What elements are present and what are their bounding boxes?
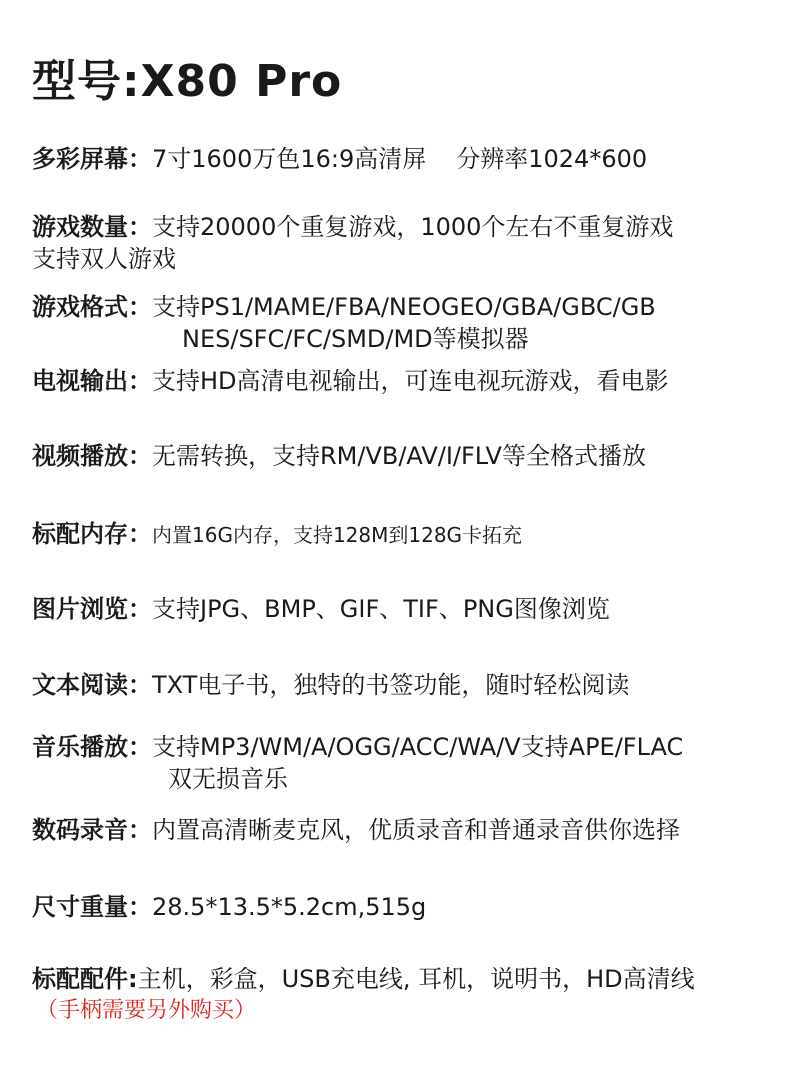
spec-images [32,593,782,625]
spec-text [32,669,782,701]
spec-label: 图片浏览： [32,595,152,623]
spec-label: 电视输出： [32,367,152,395]
spec-accessories [32,963,782,1027]
spec-games [32,211,782,275]
spec-value: 无需转换，支持RM/VB/AV/I/FLV等全格式播放 [152,442,646,470]
spec-value: 28.5*13.5*5.2cm,515g [152,893,427,921]
spec-value: TXT电子书，独特的书签功能，随时轻松阅读 [152,671,630,699]
spec-storage [32,518,782,551]
spec-label: 文本阅读： [32,671,152,699]
spec-value: 支持PS1/MAME/FBA/NEOGEO/GBA/GBC/GB [152,293,656,321]
spec-label: 数码录音： [32,816,152,844]
spec-value: 7寸1600万色16:9高清屏 [152,145,427,173]
accessories-note: （手柄需要另外购买） [36,998,257,1023]
spec-tv [32,365,782,397]
spec-music [32,731,782,795]
spec-value: 内置16G内存，支持128M到128G卡拓充 [152,523,523,547]
spec-value-line2: 支持双人游戏 [32,245,176,273]
spec-label: 视频播放： [32,442,152,470]
spec-label: 音乐播放： [32,733,152,761]
spec-value: 支持MP3/WM/A/OGG/ACC/WA/V支持APE/FLAC [152,733,684,761]
spec-screen [32,143,782,175]
spec-formats [32,291,782,355]
spec-value: 支持20000个重复游戏，1000个左右不重复游戏 [152,213,674,241]
spec-size [32,891,782,923]
spec-value: 支持JPG、BMP、GIF、TIF、PNG图像浏览 [152,595,610,623]
spec-label: 标配内存： [32,520,152,548]
spec-recording [32,814,782,846]
spec-label: 标配配件: [32,965,138,993]
product-title: 型号:X80 Pro [32,56,343,107]
spec-label: 尺寸重量： [32,893,152,921]
spec-value: 支持HD高清电视输出，可连电视玩游戏，看电影 [152,367,669,395]
spec-label: 游戏数量： [32,213,152,241]
spec-label: 游戏格式： [32,293,152,321]
spec-value-line2: NES/SFC/FC/SMD/MD等模拟器 [182,325,529,353]
spec-video [32,440,782,472]
spec-label: 多彩屏幕： [32,145,152,173]
spec-value-line2: 双无损音乐 [168,765,288,793]
spec-value-resolution: 分辨率1024*600 [456,145,648,173]
spec-value: 内置高清晰麦克风，优质录音和普通录音供你选择 [152,816,680,844]
spec-value: 主机，彩盒，USB充电线, 耳机，说明书，HD高清线 [137,965,695,993]
